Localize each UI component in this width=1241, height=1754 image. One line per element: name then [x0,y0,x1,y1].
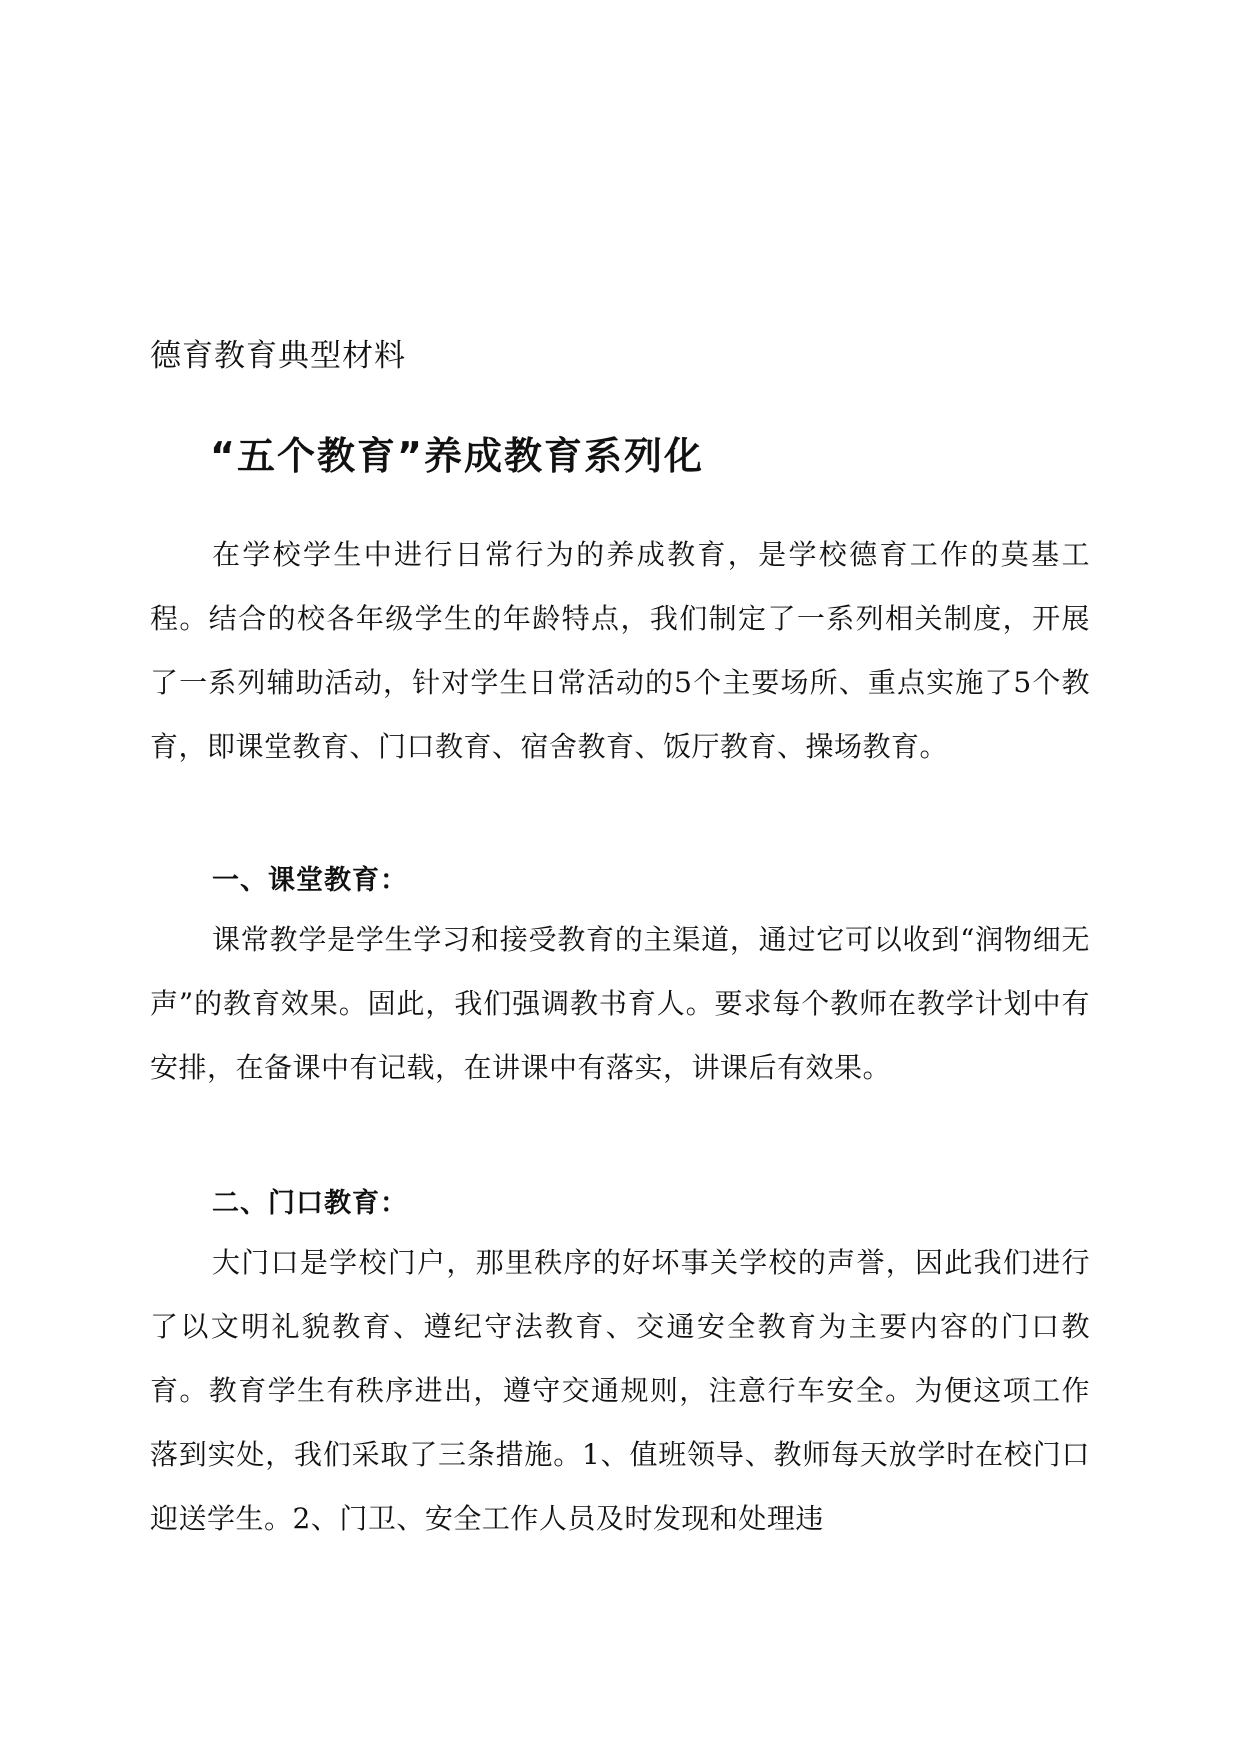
document-title: “五个教育”养成教育系列化 [210,434,704,478]
section-paragraph-gate: 大门口是学校门户，那里秩序的好坏事关学校的声誉，因此我们进行了以文明礼貌教育、遵纪守法教育、交通安全教育为主要内容的门口教育。教育学生有秩序进出，遵守交通规则，注意行车安全。为便这项工作落到实处，我们采取了三条措施。1、值班领导、教师每天放学时在校门口迎送学生。2、门卫、安全工作人员及时发现和处理违 [150,1246,1090,1535]
section-heading-gate: 二、门口教育： [212,1188,408,1219]
section-heading-classroom: 一、课堂教育： [212,865,408,896]
document-label: 德育教育典型材料 [150,338,406,374]
intro-paragraph: 在学校学生中进行日常行为的养成教育，是学校德育工作的莫基工程。结合的校各年级学生的年龄特点，我们制定了一系列相关制度，开展了一系列辅助活动，针对学生日常活动的5个主要场所、重点实施了5个教育，即课堂教育、门口教育、宿舍教育、饭厅教育、操场教育。 [150,538,1090,763]
section-paragraph-classroom: 课常教学是学生学习和接受教育的主渠道，通过它可以收到“润物细无声”的教育效果。固此，我们强调教书育人。要求每个教师在教学计划中有安排，在备课中有记载，在讲课中有落实，讲课后有效果。 [150,923,1090,1084]
